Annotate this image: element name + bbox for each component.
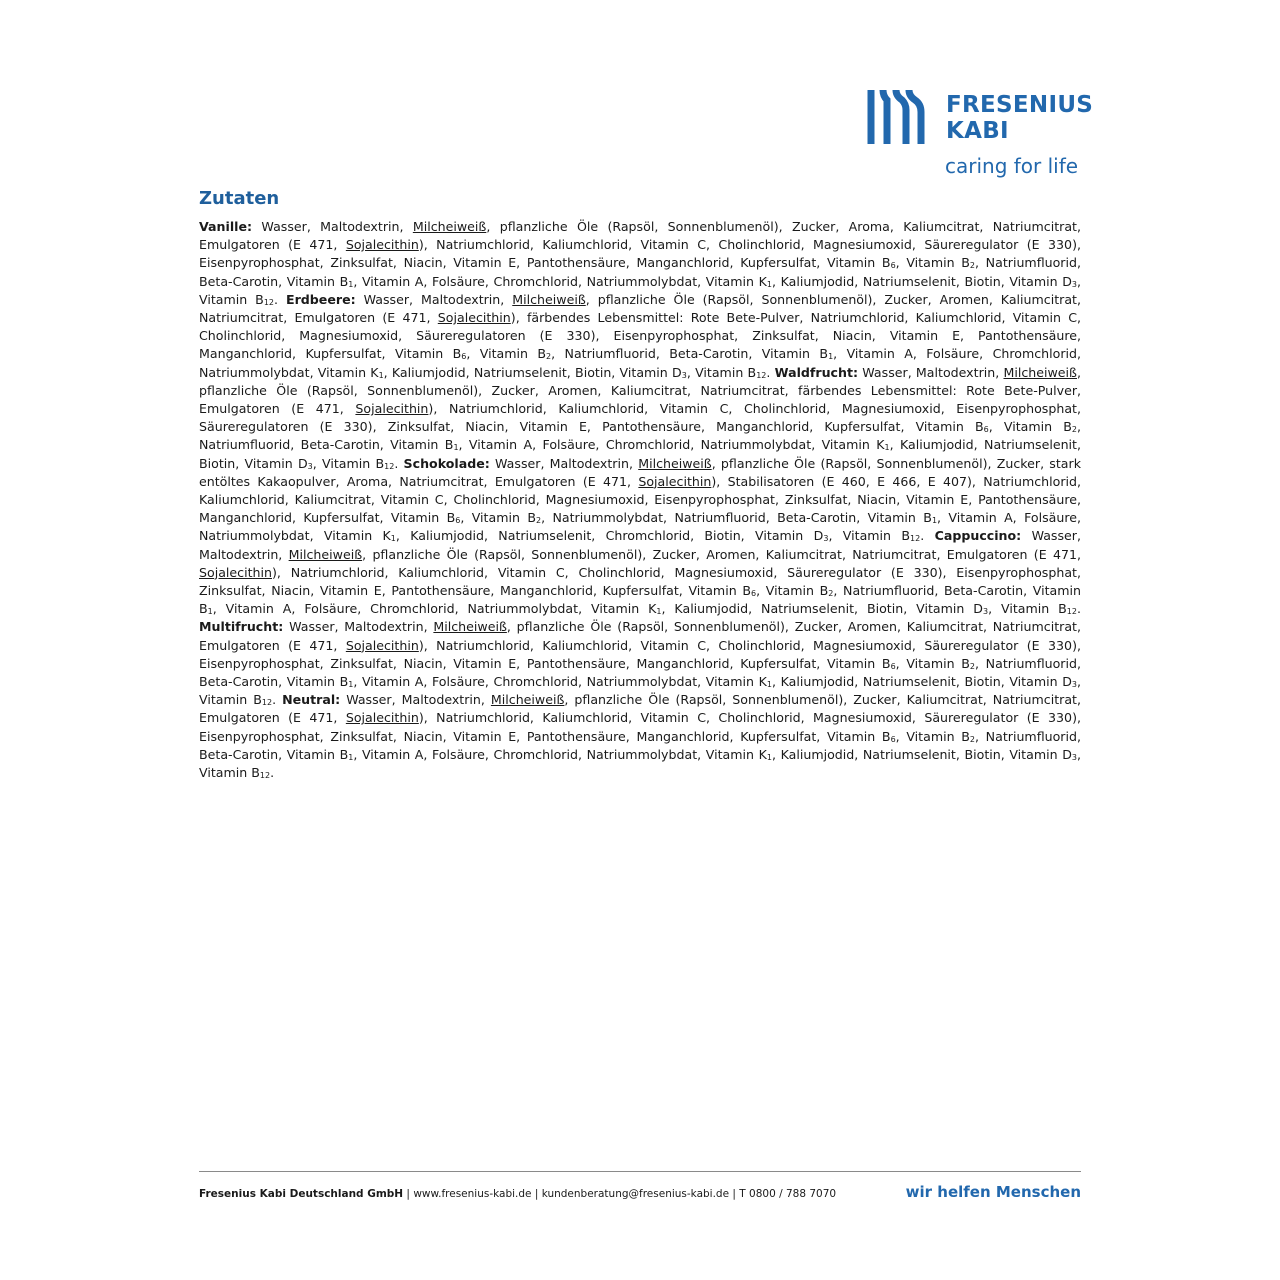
ingredient-text: , Natriumfluorid, Beta-Carotin, Vitamin B <box>199 419 1082 453</box>
allergen: Milcheiweiß <box>512 291 586 307</box>
subscript: 3 <box>1071 752 1077 762</box>
ingredient-text: , Vitamin B <box>895 255 970 271</box>
footer-separator: | <box>729 1188 740 1200</box>
footer-separator: | <box>531 1188 542 1200</box>
allergen: Milcheiweiß <box>433 619 507 635</box>
ingredient-text: , Kaliumjodid, Natriumselenit, Biotin, Vitamin D <box>771 674 1072 690</box>
footer-slogan: wir helfen Menschen <box>905 1183 1081 1201</box>
ingredient-text: , Vitamin B <box>460 510 536 526</box>
ingredient-text: , Kaliumjodid, Natriumselenit, Biotin, Vitamin D <box>771 273 1072 289</box>
subscript: 2 <box>535 516 542 526</box>
subscript: 2 <box>828 589 834 599</box>
ingredient-text: , Vitamin A, Folsäure, Chromchlorid, Natriummolybdat, Vitamin K <box>353 674 767 690</box>
ingredient-text: ), Natriumchlorid, Kaliumchlorid, Vitamin C, Cholinchlorid, Magnesiumoxid, Eisenpyrophosphat, Säureregulatoren (E 330), Zinksulfat, Niacin, Vitamin E, Pantothensäure, Manganchlorid, Kupfersulfat, Vitamin B <box>199 401 1081 435</box>
ingredient-text: , pflanzliche Öle (Rapsöl, Sonnenblumenöl), Zucker, stark entöltes Kakaopulver, Aroma, Natriumcitrat, Emulgatoren (E 471, <box>199 455 1081 489</box>
ingredient-text: , Kaliumjodid, Natriumselenit, Biotin, Vitamin D <box>661 601 983 617</box>
subscript: 1 <box>766 752 772 762</box>
allergen: Sojalecithin <box>638 473 712 489</box>
subscript: 12 <box>261 698 273 708</box>
ingredient-text: Wasser, Maltodextrin, <box>283 619 434 635</box>
allergen: Milcheiweiß <box>412 219 487 234</box>
subscript: 6 <box>983 425 989 435</box>
ingredient-text: Wasser, Maltodextrin, <box>489 455 639 471</box>
subscript: 3 <box>1071 279 1077 289</box>
variant-heading: Waldfrucht: <box>774 364 859 380</box>
ingredient-text: Wasser, Maltodextrin, <box>355 291 513 307</box>
footer-company: Fresenius Kabi Deutschland GmbH <box>199 1188 404 1200</box>
ingredient-text: , Vitamin A, Folsäure, Natriummolybdat, Vitamin K <box>199 510 1081 544</box>
allergen: Sojalecithin <box>345 710 419 726</box>
fresenius-wave-logo-icon <box>866 86 932 146</box>
ingredient-text: , Vitamin B <box>686 364 757 380</box>
subscript: 1 <box>348 279 354 289</box>
subscript: 1 <box>378 370 384 380</box>
footer-email[interactable]: kundenberatung@fresenius-kabi.de <box>541 1188 730 1200</box>
ingredient-text: . <box>394 455 404 471</box>
variant-heading: Erdbeere: <box>285 291 356 307</box>
ingredient-text: . <box>920 528 935 544</box>
subscript: 12 <box>259 771 271 781</box>
ingredient-text: , Vitamin A, Folsäure, Chromchlorid, Natriummolybdat, Vitamin K <box>353 746 767 762</box>
ingredient-text: , pflanzliche Öle (Rapsöl, Sonnenblumenöl), Zucker, Aroma, Kaliumcitrat, Natriumcitrat, Emulgatoren (E 471, <box>199 219 1081 253</box>
subscript: 6 <box>890 261 896 271</box>
subscript: 1 <box>884 443 890 453</box>
ingredient-text: , Vitamin B <box>199 746 1082 781</box>
subscript: 1 <box>931 516 938 526</box>
subscript: 12 <box>910 534 921 544</box>
brand-name-line-1: FRESENIUS <box>946 92 1094 118</box>
subscript: 6 <box>461 352 467 362</box>
ingredient-text: , pflanzliche Öle (Rapsöl, Sonnenblumenöl), Zucker, Aromen, Kaliumcitrat, Natriumcitrat, Emulgatoren (E 471, <box>199 291 1081 326</box>
footer-contact-line <box>199 1188 836 1200</box>
variant-heading: Schokolade: <box>403 455 490 471</box>
subscript: 12 <box>384 461 395 471</box>
ingredient-text: Wasser, Maltodextrin, <box>252 219 413 234</box>
ingredient-text: , Natriumfluorid, Beta-Carotin, Vitamin B <box>199 728 1081 762</box>
subscript: 6 <box>455 516 461 526</box>
ingredient-text: , Vitamin B <box>988 419 1072 435</box>
ingredient-text: , Natriumfluorid, Beta-Carotin, Vitamin B <box>551 346 829 362</box>
ingredient-text: , Vitamin B <box>756 583 829 599</box>
ingredient-text: , Vitamin B <box>828 528 911 544</box>
ingredient-text: , Vitamin A, Folsäure, Chromchlorid, Natriummolybdat, Vitamin K <box>458 437 885 453</box>
ingredient-text: ), Natriumchlorid, Kaliumchlorid, Vitamin C, Cholinchlorid, Magnesiumoxid, Säureregulator (E 330), Eisenpyrophosphat, Zinksulfat, Niacin, Vitamin E, Pantothensäure, Manganchlorid, Kupfersulfat, Vitamin B <box>199 237 1081 271</box>
subscript: 1 <box>453 443 459 453</box>
ingredient-text: , Vitamin B <box>466 346 547 362</box>
variant-heading: Cappuccino: <box>934 528 1022 544</box>
ingredient-text: , Vitamin B <box>895 728 970 744</box>
subscript: 3 <box>681 370 687 380</box>
subscript: 3 <box>823 534 829 544</box>
ingredient-text: Wasser, Maltodextrin, <box>340 692 491 708</box>
subscript: 2 <box>969 734 975 744</box>
ingredient-text: , Kaliumjodid, Natriumselenit, Biotin, Vitamin D <box>771 746 1072 762</box>
footer-phone: T 0800 / 788 7070 <box>739 1188 837 1200</box>
ingredient-text: ), Stabilisatoren (E 460, E 466, E 407), Natriumchlorid, Kaliumchlorid, Kaliumcitrat, Vitamin C, Cholinchlorid, Magnesiumoxid, Eisenpyrophosphat, Zinksulfat, Niacin, Vitamin E, Pantothensäure, Manganchlorid, Kupfersulfat, Vitamin B <box>199 473 1081 526</box>
brand-claim: caring for life <box>945 154 1079 178</box>
ingredient-text: , Natriumfluorid, Beta-Carotin, Vitamin B <box>199 255 1081 289</box>
allergen: Sojalecithin <box>355 401 429 417</box>
allergen: Sojalecithin <box>437 310 511 326</box>
ingredient-text: ), färbendes Lebensmittel: Rote Bete-Pulver, Natriumchlorid, Kaliumchlorid, Vitamin C, Cholinchlorid, Magnesiumoxid, Säureregulatoren (E 330), Eisenpyrophosphat, Zinksulfat, Niacin, Vitamin E, Pantothensäure, Manganchlorid, Kupfersulfat, Vitamin B <box>199 310 1081 362</box>
ingredient-text: , Vitamin B <box>895 655 970 671</box>
ingredient-text: , Kaliumjodid, Natriumselenit, Biotin, Vitamin D <box>383 364 682 380</box>
subscript: 12 <box>263 297 275 307</box>
ingredient-text: Wasser, Maltodextrin, <box>858 364 1004 380</box>
ingredient-text: , Vitamin B <box>199 273 1082 307</box>
subscript: 3 <box>307 461 313 471</box>
ingredient-text: , Vitamin A, Folsäure, Chromchlorid, Natriummolybdat, Vitamin K <box>212 601 657 617</box>
ingredient-text: , Vitamin B <box>312 455 385 471</box>
ingredient-text: , pflanzliche Öle (Rapsöl, Sonnenblumenöl), Zucker, Aromen, Kaliumcitrat, Natriumcitrat, färbendes Lebensmittel: Rote Bete-Pulver, Emulgatoren (E 471, <box>199 364 1081 417</box>
ingredient-text: , pflanzliche Öle (Rapsöl, Sonnenblumenöl), Zucker, Kaliumcitrat, Natriumcitrat, Emulgatoren (E 471, <box>199 692 1081 726</box>
fresenius-kabi-logo <box>866 84 1094 184</box>
ingredient-text: , Kaliumjodid, Natriumselenit, Biotin, Vitamin D <box>199 437 1081 471</box>
variant-heading: Vanille: <box>199 219 253 234</box>
variant-heading: Neutral: <box>282 692 341 708</box>
ingredient-text: . <box>1076 601 1081 617</box>
subscript: 2 <box>969 261 975 271</box>
allergen: Sojalecithin <box>345 637 419 653</box>
ingredient-text: Wasser, Maltodextrin, <box>199 528 1081 562</box>
subscript: 1 <box>828 352 834 362</box>
subscript: 2 <box>1071 425 1077 435</box>
subscript: 1 <box>766 279 772 289</box>
subscript: 2 <box>546 352 552 362</box>
ingredient-text: , Kaliumjodid, Natriumselenit, Chromchlorid, Biotin, Vitamin D <box>395 528 824 544</box>
ingredient-text: , Vitamin B <box>988 601 1067 617</box>
ingredient-text: , Natriummolybdat, Natriumfluorid, Beta-Carotin, Vitamin B <box>541 510 932 526</box>
subscript: 12 <box>756 370 767 380</box>
ingredient-text: . <box>766 364 775 380</box>
ingredient-text: , Vitamin A, Folsäure, Chromchlorid, Natriummolybdat, Vitamin K <box>353 273 767 289</box>
subscript: 1 <box>348 752 354 762</box>
brand-name-line-2: KABI <box>946 118 1009 144</box>
allergen: Milcheiweiß <box>490 692 565 708</box>
brand-name <box>946 92 1093 144</box>
subscript: 6 <box>890 734 896 744</box>
ingredient-text: , pflanzliche Öle (Rapsöl, Sonnenblumenöl), Zucker, Aromen, Kaliumcitrat, Natriumcitrat, Emulgatoren (E 471, <box>362 546 1082 562</box>
subscript: 3 <box>982 607 989 617</box>
ingredient-text: , Natriumfluorid, Beta-Carotin, Vitamin B <box>199 655 1081 690</box>
variant-heading: Multifrucht: <box>199 619 284 635</box>
subscript: 1 <box>348 680 354 690</box>
subscript: 3 <box>1071 680 1077 690</box>
ingredient-text: , Natriumfluorid, Beta-Carotin, Vitamin B <box>199 583 1082 617</box>
ingredients-text <box>199 218 1081 782</box>
ingredient-text: , Vitamin B <box>199 674 1082 708</box>
footer-separator: | <box>403 1188 414 1200</box>
subscript: 1 <box>656 607 662 617</box>
ingredient-text: . <box>272 692 283 708</box>
footer-divider <box>199 1171 1081 1172</box>
allergen: Milcheiweiß <box>288 546 363 562</box>
subscript: 2 <box>969 661 975 671</box>
allergen: Milcheiweiß <box>638 455 712 471</box>
allergen: Sojalecithin <box>199 564 272 580</box>
subscript: 1 <box>207 607 213 617</box>
allergen: Milcheiweiß <box>1003 364 1077 380</box>
ingredient-text: ), Natriumchlorid, Kaliumchlorid, Vitamin C, Cholinchlorid, Magnesiumoxid, Säureregulator (E 330), Eisenpyrophosphat, Zinksulfat, Niacin, Vitamin E, Pantothensäure, Manganchlorid, Kupfersulfat, Vitamin B <box>199 637 1081 671</box>
ingredient-text: , pflanzliche Öle (Rapsöl, Sonnenblumenöl), Zucker, Aromen, Kaliumcitrat, Natriumcitrat, Emulgatoren (E 471, <box>199 619 1081 653</box>
subscript: 6 <box>750 589 757 599</box>
subscript: 1 <box>766 680 772 690</box>
footer-website[interactable]: www.fresenius-kabi.de <box>413 1188 532 1200</box>
subscript: 1 <box>390 534 396 544</box>
ingredient-text: , Vitamin A, Folsäure, Chromchlorid, Natriummolybdat, Vitamin K <box>199 346 1081 380</box>
allergen: Sojalecithin <box>345 237 419 253</box>
section-title: Zutaten <box>199 188 280 209</box>
ingredient-text: . <box>274 291 286 307</box>
ingredient-text: ), Natriumchlorid, Kaliumchlorid, Vitamin C, Cholinchlorid, Magnesiumoxid, Säureregulator (E 330), Eisenpyrophosphat, Zinksulfat, Niacin, Vitamin E, Pantothensäure, Manganchlorid, Kupfersulfat, Vitamin B <box>199 710 1081 744</box>
subscript: 6 <box>890 661 896 671</box>
subscript: 12 <box>1066 607 1077 617</box>
ingredient-text: . <box>270 765 275 781</box>
ingredient-text: ), Natriumchlorid, Kaliumchlorid, Vitamin C, Cholinchlorid, Magnesiumoxid, Säureregulator (E 330), Eisenpyrophosphat, Zinksulfat, Niacin, Vitamin E, Pantothensäure, Manganchlorid, Kupfersulfat, Vitamin B <box>199 564 1081 599</box>
